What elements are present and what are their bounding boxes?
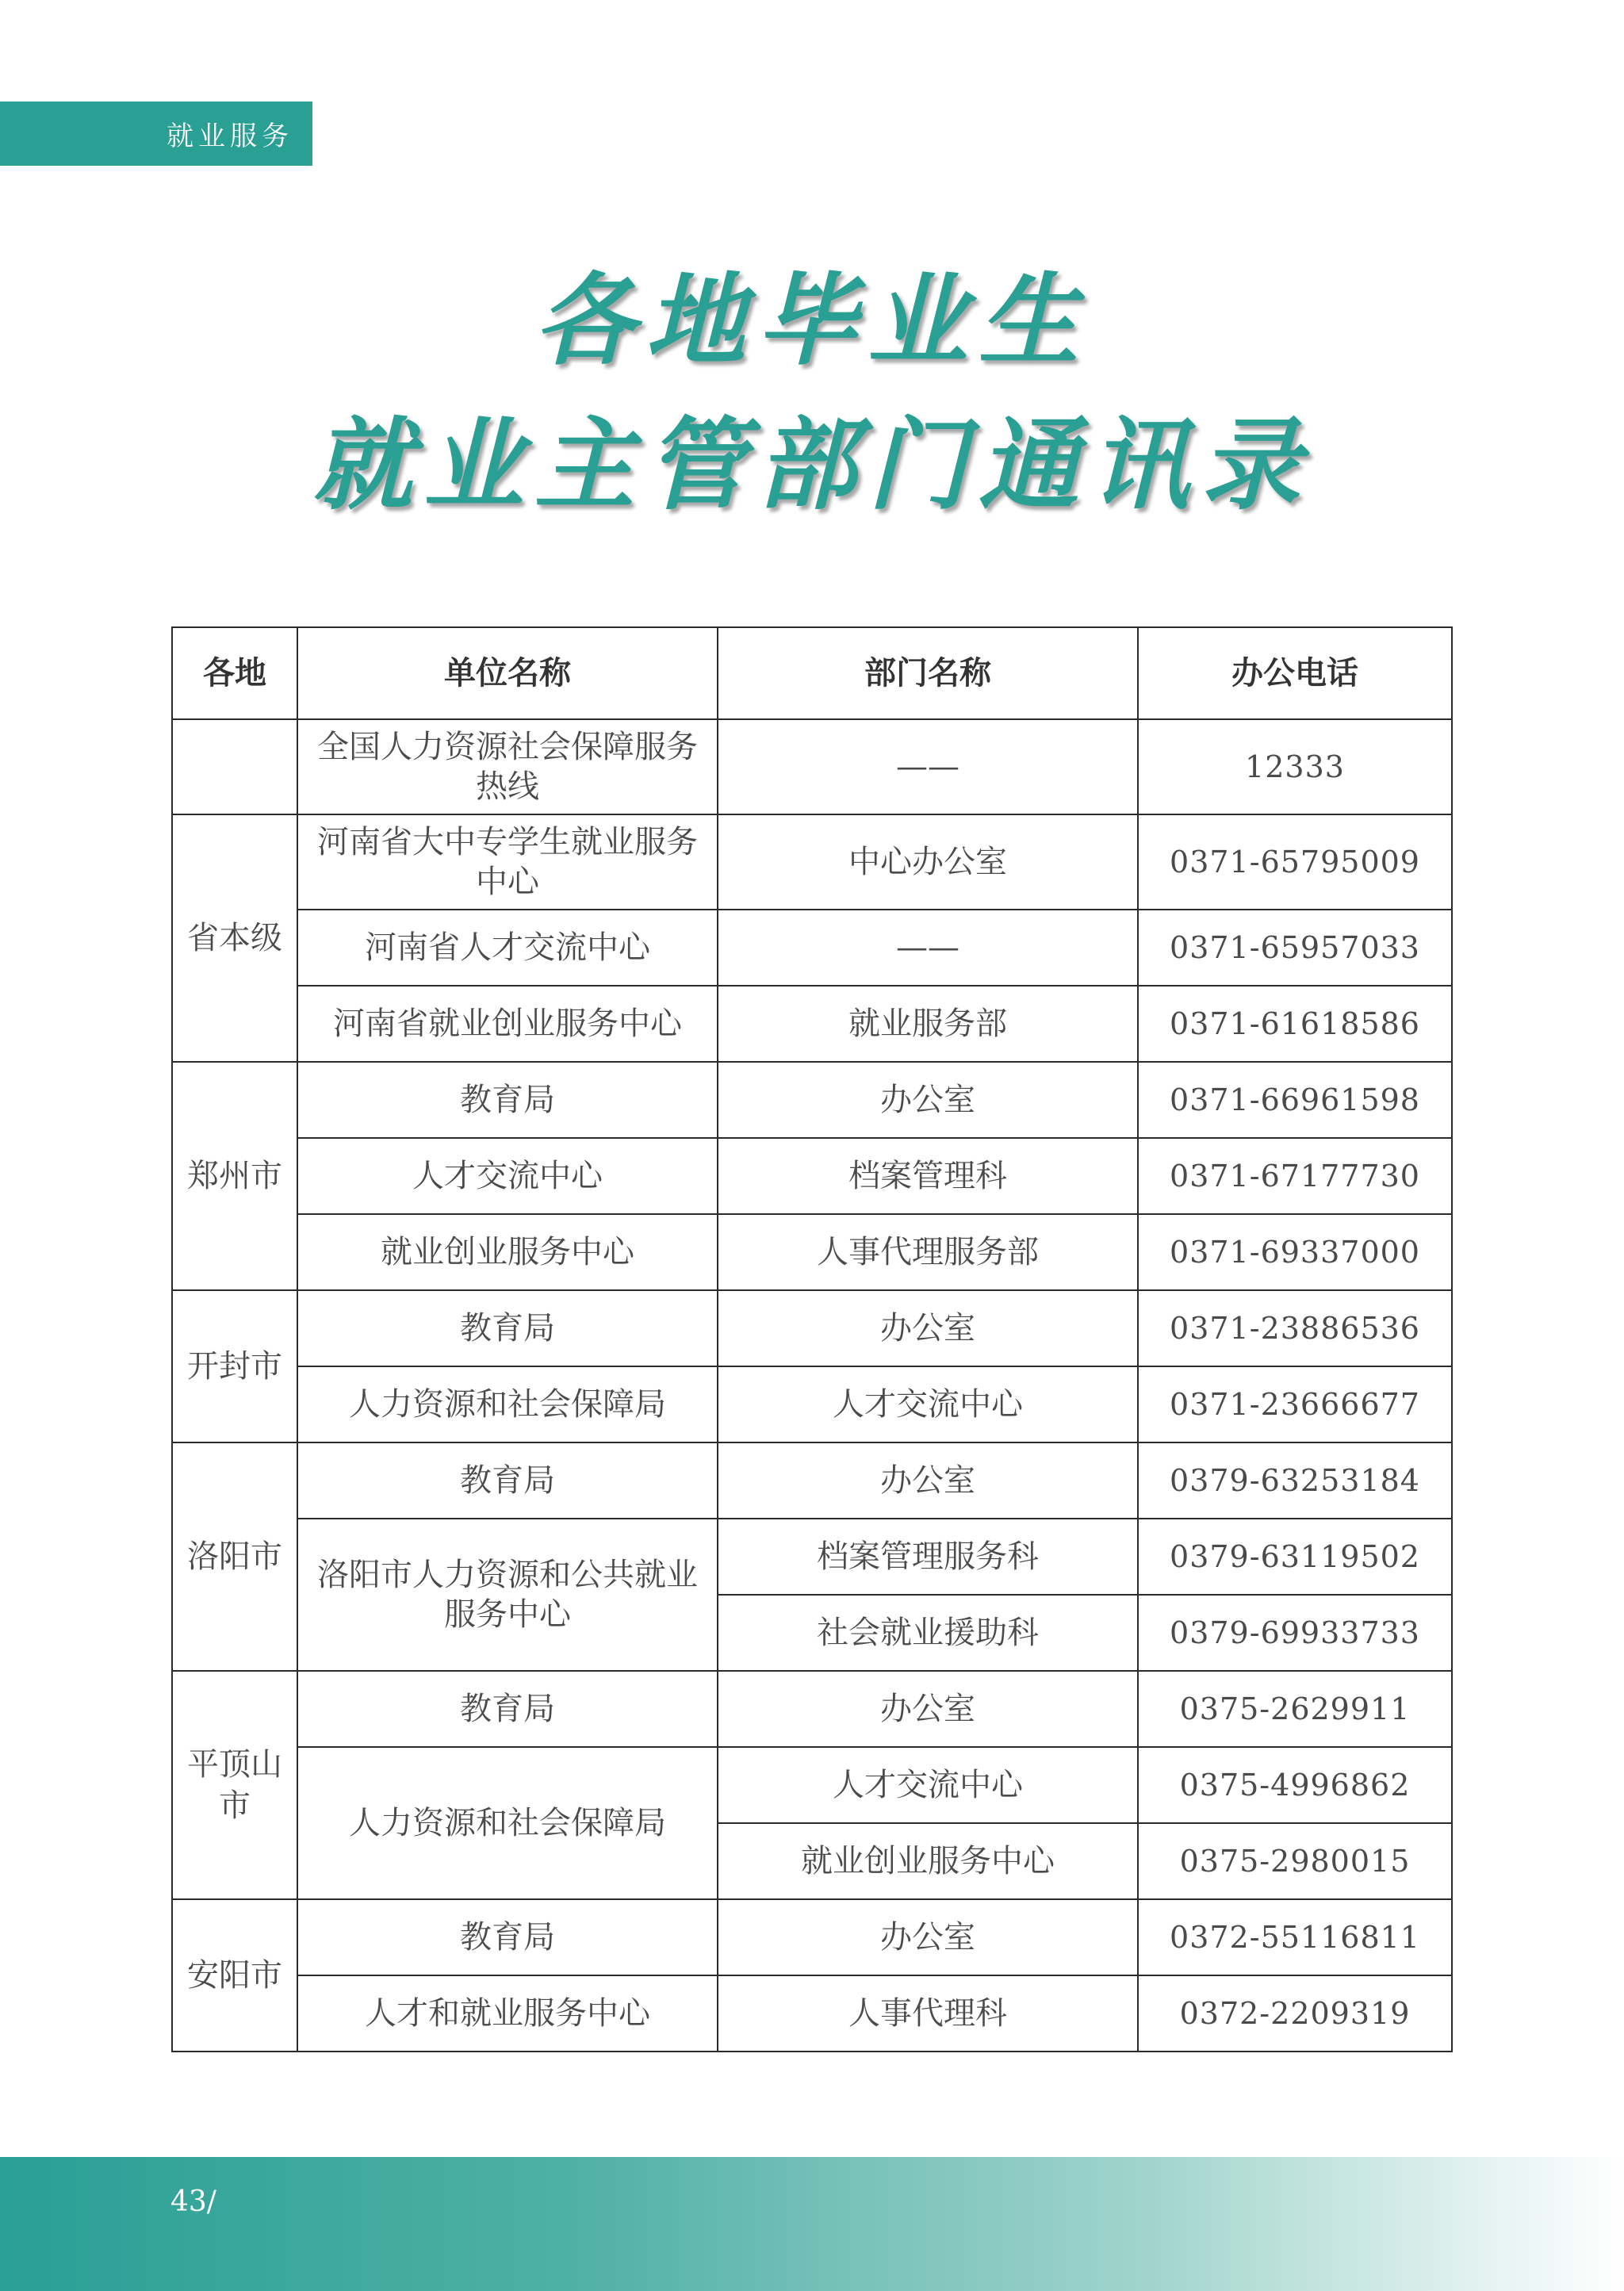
header-unit: 单位名称	[297, 627, 718, 719]
dept-cell: 人事代理科	[718, 1975, 1138, 2052]
page-title-line2: 就业主管部门通讯录	[312, 407, 1312, 523]
unit-cell: 就业创业服务中心	[297, 1214, 718, 1290]
unit-cell: 人才交流中心	[297, 1138, 718, 1214]
dept-cell: 中心办公室	[718, 814, 1138, 910]
phone-cell: 0371-65795009	[1138, 814, 1452, 910]
section-tag	[0, 102, 312, 166]
dept-cell: 就业服务部	[718, 986, 1138, 1062]
table-row	[172, 719, 1452, 814]
phone-cell: 0371-23886536	[1138, 1290, 1452, 1366]
table-row	[172, 1899, 1452, 1975]
header-dept: 部门名称	[718, 627, 1138, 719]
header-region: 各地	[172, 627, 297, 719]
phone-cell: 12333	[1138, 719, 1452, 814]
table-row	[172, 1366, 1452, 1442]
phone-cell: 0375-4996862	[1138, 1747, 1452, 1823]
phone-cell: 0375-2980015	[1138, 1823, 1452, 1899]
dept-cell: 档案管理科	[718, 1138, 1138, 1214]
dept-cell: 办公室	[718, 1062, 1138, 1138]
table-row	[172, 910, 1452, 986]
phone-cell: 0371-23666677	[1138, 1366, 1452, 1442]
dept-cell: ——	[718, 910, 1138, 986]
region-cell	[172, 719, 297, 814]
table-row	[172, 1062, 1452, 1138]
region-cell: 郑州市	[172, 1062, 297, 1290]
table-row	[172, 986, 1452, 1062]
section-tag-label: 就业服务	[167, 121, 293, 152]
dept-cell: 人事代理服务部	[718, 1214, 1138, 1290]
region-cell: 开封市	[172, 1290, 297, 1442]
dept-cell: 社会就业援助科	[718, 1595, 1138, 1671]
dept-cell: 就业创业服务中心	[718, 1823, 1138, 1899]
unit-cell: 教育局	[297, 1290, 718, 1366]
phone-cell: 0371-66961598	[1138, 1062, 1452, 1138]
table-header-row	[172, 627, 1452, 719]
table-row	[172, 814, 1452, 910]
region-cell: 洛阳市	[172, 1442, 297, 1671]
dept-cell: 办公室	[718, 1290, 1138, 1366]
phone-cell: 0372-2209319	[1138, 1975, 1452, 2052]
phone-cell: 0379-63119502	[1138, 1519, 1452, 1595]
contact-directory-table	[171, 626, 1453, 2052]
phone-cell: 0371-67177730	[1138, 1138, 1452, 1214]
header-phone: 办公电话	[1138, 627, 1452, 719]
table-row	[172, 1138, 1452, 1214]
table-row	[172, 1975, 1452, 2052]
phone-cell: 0371-61618586	[1138, 986, 1452, 1062]
unit-cell: 河南省人才交流中心	[297, 910, 718, 986]
dept-cell: ——	[718, 719, 1138, 814]
unit-cell: 洛阳市人力资源和公共就业服务中心	[297, 1519, 718, 1671]
phone-cell: 0379-69933733	[1138, 1595, 1452, 1671]
table-row	[172, 1747, 1452, 1823]
page-title-line1: 各地毕业生	[534, 262, 1090, 379]
unit-cell: 河南省大中专学生就业服务中心	[297, 814, 718, 910]
unit-cell: 全国人力资源社会保障服务热线	[297, 719, 718, 814]
dept-cell: 办公室	[718, 1899, 1138, 1975]
unit-cell: 教育局	[297, 1062, 718, 1138]
unit-cell: 教育局	[297, 1671, 718, 1747]
table-row	[172, 1214, 1452, 1290]
phone-cell: 0372-55116811	[1138, 1899, 1452, 1975]
unit-cell: 河南省就业创业服务中心	[297, 986, 718, 1062]
unit-cell: 人才和就业服务中心	[297, 1975, 718, 2052]
dept-cell: 人才交流中心	[718, 1747, 1138, 1823]
region-cell: 平顶山市	[172, 1671, 297, 1899]
table-row	[172, 1442, 1452, 1519]
dept-cell: 人才交流中心	[718, 1366, 1138, 1442]
page-number: 43/	[170, 2186, 216, 2218]
dept-cell: 档案管理服务科	[718, 1519, 1138, 1595]
table-row	[172, 1671, 1452, 1747]
phone-cell: 0375-2629911	[1138, 1671, 1452, 1747]
unit-cell: 教育局	[297, 1442, 718, 1519]
table-row	[172, 1290, 1452, 1366]
unit-cell: 人力资源和社会保障局	[297, 1366, 718, 1442]
region-cell: 省本级	[172, 814, 297, 1062]
phone-cell: 0371-69337000	[1138, 1214, 1452, 1290]
dept-cell: 办公室	[718, 1671, 1138, 1747]
phone-cell: 0371-65957033	[1138, 910, 1452, 986]
dept-cell: 办公室	[718, 1442, 1138, 1519]
region-cell: 安阳市	[172, 1899, 297, 2052]
unit-cell: 教育局	[297, 1899, 718, 1975]
phone-cell: 0379-63253184	[1138, 1442, 1452, 1519]
footer-band	[0, 2157, 1624, 2291]
unit-cell: 人力资源和社会保障局	[297, 1747, 718, 1899]
table-row	[172, 1519, 1452, 1595]
